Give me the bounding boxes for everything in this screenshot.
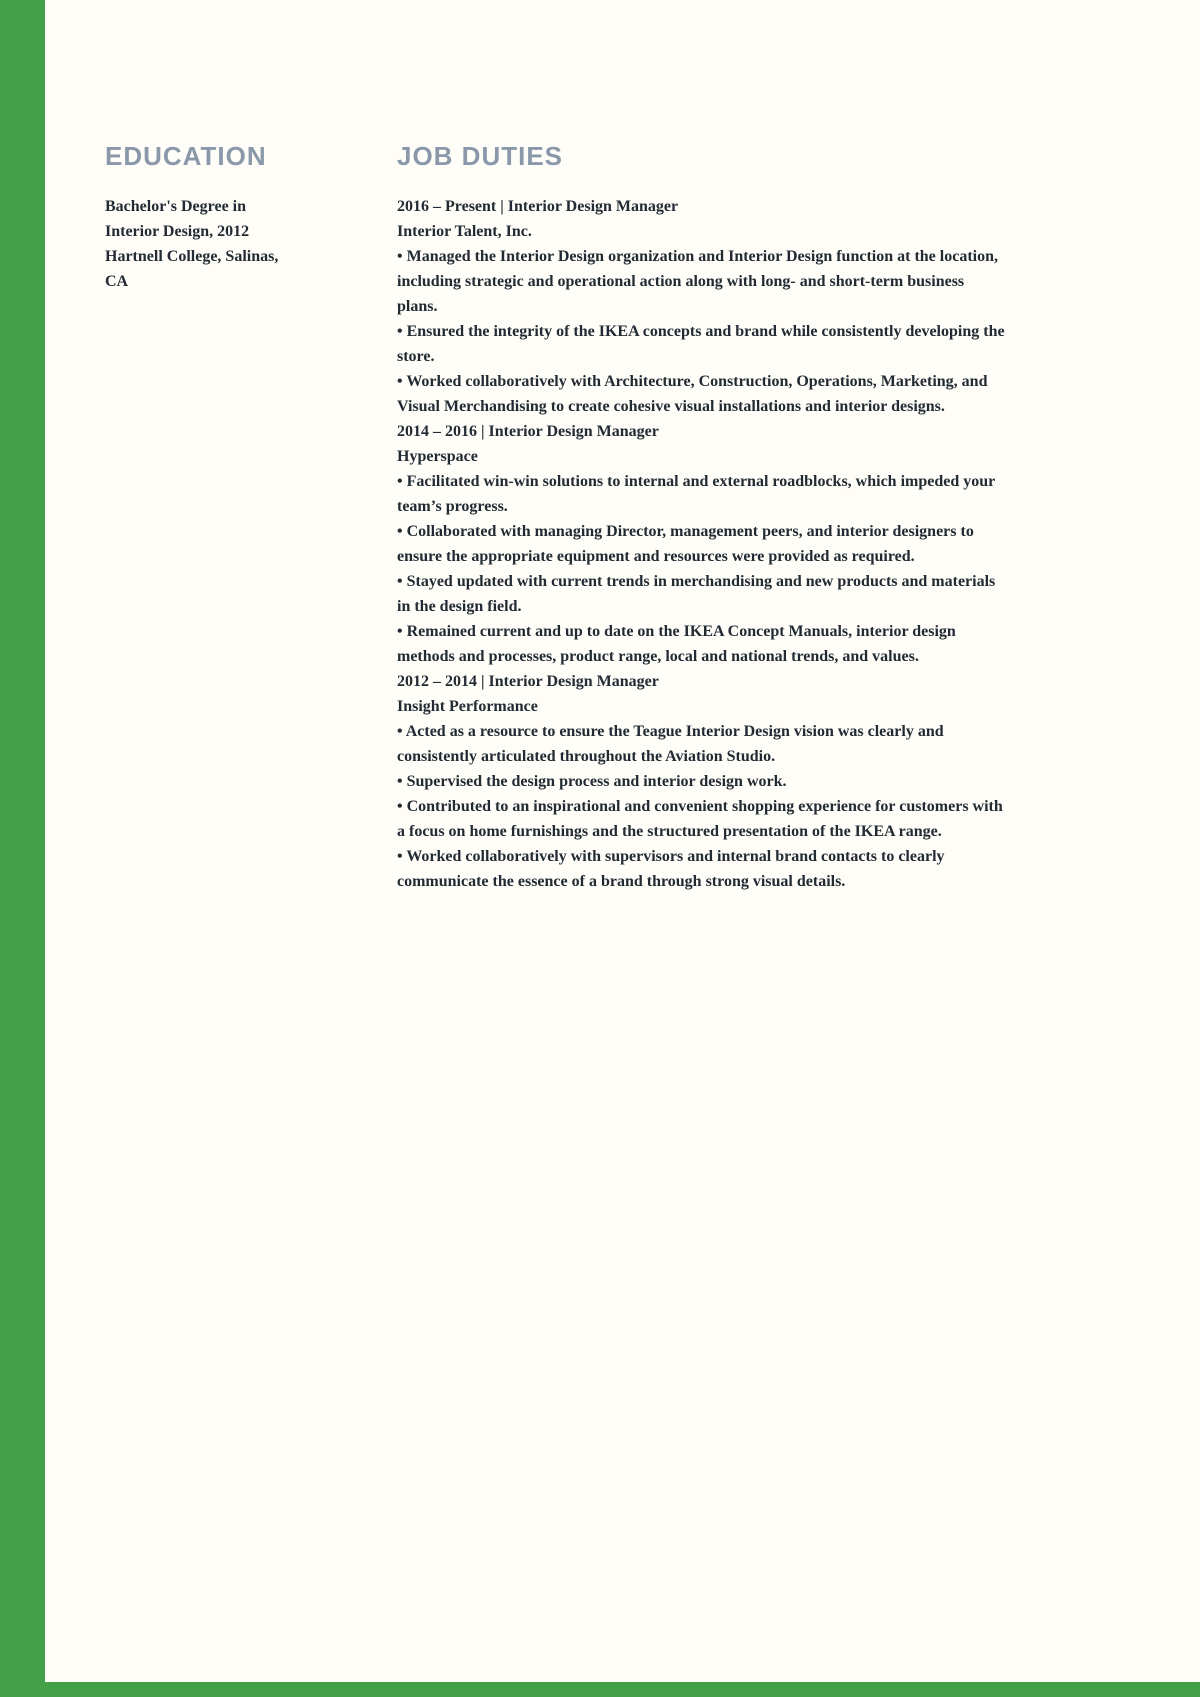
job-company: Hyperspace [397,448,478,465]
job-entry [397,194,1005,419]
resume-columns [105,142,1005,894]
job-company: Insight Performance [397,698,538,715]
job-bullet: • Stayed updated with current trends in merchandising and new products and materials in the design field. [397,573,996,615]
job-duties-heading: JOB DUTIES [397,141,564,171]
education-heading: EDUCATION [105,141,267,171]
job-bullet: • Worked collaboratively with Architecture, Construction, Operations, Marketing, and Visual Merchandising to create cohesive visual installations and interior designs. [397,373,988,415]
job-title-line: 2012 – 2014 | Interior Design Manager [397,673,659,690]
resume-page [45,0,1200,1682]
job-title-line: 2016 – Present | Interior Design Manager [397,198,679,215]
job-bullet: • Remained current and up to date on the IKEA Concept Manuals, interior design methods and processes, product range, local and national trends, and values. [397,623,956,665]
job-duties-section [397,142,1005,894]
education-degree: Bachelor's Degree in Interior Design, 2012 [105,198,250,240]
job-title-line: 2014 – 2016 | Interior Design Manager [397,423,659,440]
education-school: Hartnell College, Salinas, CA [105,248,279,290]
job-entry [397,669,1005,894]
job-bullet: • Contributed to an inspirational and convenient shopping experience for customers with a focus on home furnishings and the structured presentation of the IKEA range. [397,798,1003,840]
job-bullet: • Acted as a resource to ensure the Teague Interior Design vision was clearly and consistently articulated throughout the Aviation Studio. [397,723,944,765]
education-section [105,142,291,294]
job-company: Interior Talent, Inc. [397,223,532,240]
job-bullet: • Managed the Interior Design organization and Interior Design function at the location, including strategic and operational action along with long- and short-term business plans. [397,248,998,315]
job-bullet: • Ensured the integrity of the IKEA concepts and brand while consistently developing the store. [397,323,1005,365]
job-bullet: • Worked collaboratively with supervisors and internal brand contacts to clearly communicate the essence of a brand through strong visual details. [397,848,945,890]
job-bullet: • Collaborated with managing Director, management peers, and interior designers to ensure the appropriate equipment and resources were provided as required. [397,523,974,565]
job-bullet: • Facilitated win-win solutions to internal and external roadblocks, which impeded your team’s progress. [397,473,995,515]
job-entry [397,419,1005,669]
job-bullet: • Supervised the design process and interior design work. [397,773,787,790]
